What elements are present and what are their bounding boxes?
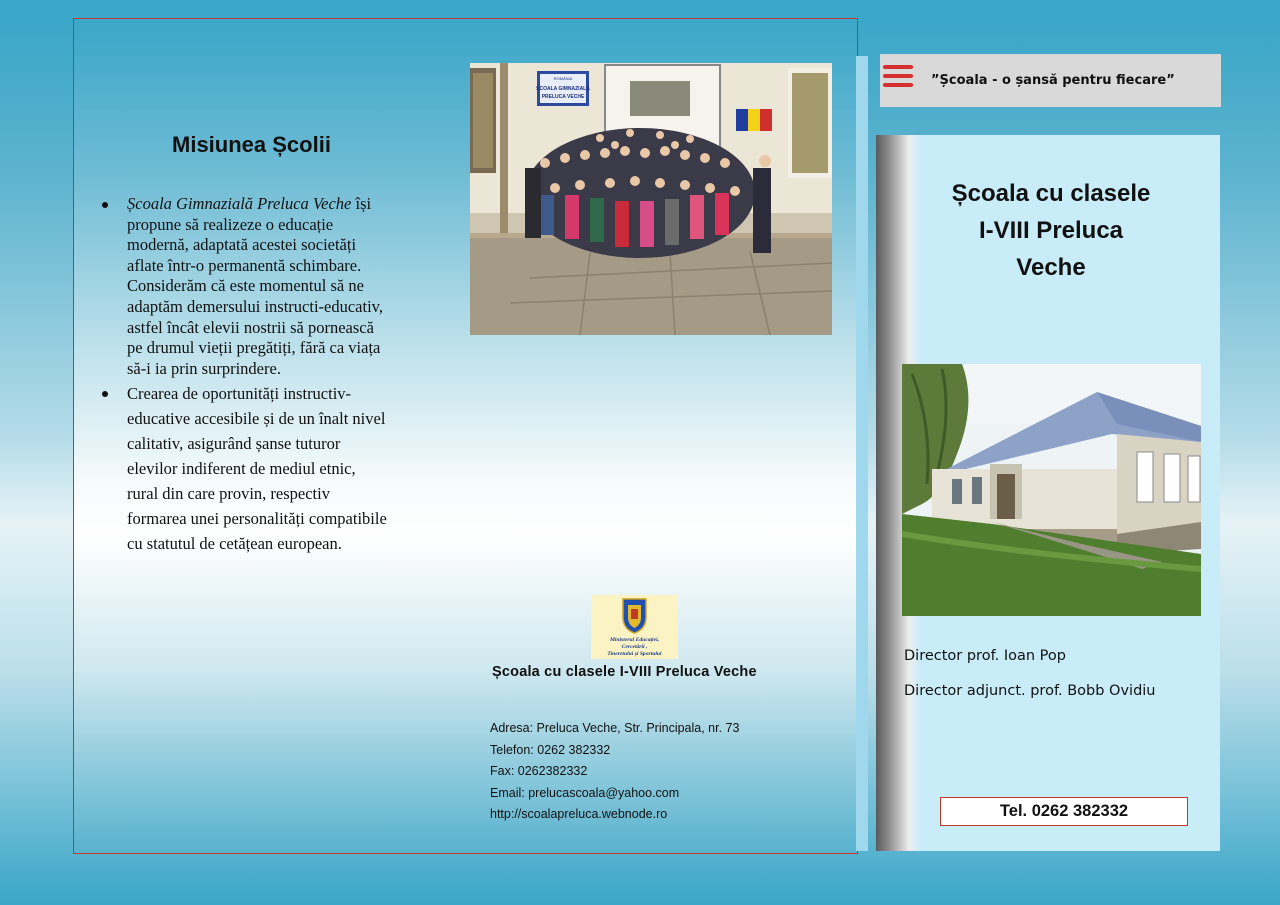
motto-text: ”Școala - o șansă pentru fiecare” [931, 73, 1175, 88]
mission-bullet-2: Crearea de oportunități instructiv-educative accesibile și de un înalt nivel calitativ, asigurând șanse tuturor elevilor indiferent de mediul etnic, rural din care provin, respectiv formarea unei personalități compatibile cu statutul de cetățean european. [100, 381, 390, 556]
motto-bar [880, 54, 1221, 107]
sign-text-3: PRELUCA VECHE [541, 94, 585, 100]
school-building-photo [902, 364, 1201, 616]
ministry-logo-line3: Tineretului și Sportului [607, 651, 662, 657]
contact-address: Adresa: Preluca Veche, Str. Principala, nr. 73 [490, 721, 740, 735]
mission-list [100, 194, 390, 556]
sign-text-2: ȘCOALA GIMNAZIALĂ [536, 86, 590, 92]
back-school-name: Școala cu clasele I-VIII Preluca Veche [492, 664, 757, 680]
contact-fax: Fax: 0262382332 [490, 764, 588, 778]
contact-email[interactable]: Email: prelucascoala@yahoo.com [490, 785, 680, 800]
contact-block [490, 718, 739, 826]
contact-phone: Telefon: 0262 382332 [490, 742, 611, 757]
deputy-director-text: Director adjunct. prof. Bobb Ovidiu [904, 683, 1156, 699]
school-name-italic: Școala Gimnazială Preluca Veche [127, 194, 352, 213]
menu-icon[interactable] [883, 65, 913, 93]
school-group-photo [470, 63, 832, 335]
cover-phone-box: Tel. 0262 382332 [940, 797, 1188, 826]
cover-title-line-2: I-VIII Preluca [978, 217, 1124, 244]
mission-title: Misiunea Școlii [172, 132, 331, 157]
cover-title-line-3: Veche [1016, 254, 1086, 281]
director-text: Director prof. Ioan Pop [904, 648, 1066, 664]
mission-bullet-1-text: își propune să realizeze o educație modernă, adaptată acestei societăți aflate într-o permanentă schimbare. Considerăm că este momentul să ne adaptăm demersului instructi-educativ, astfel încât elevii nostrii să pornească pe drumul vieții pregătiți, fără ca viața să-i ia prin surprindere. [127, 194, 383, 378]
ministry-logo-line1: Ministerul Educației, [609, 637, 660, 643]
cover-title-line-1: Școala cu clasele [951, 180, 1151, 207]
ministry-logo-line2: Cercetării , [621, 644, 648, 650]
contact-website[interactable]: http://scoalapreluca.webnode.ro [490, 807, 668, 821]
mission-bullet-1 [100, 194, 390, 379]
cover-title [916, 175, 1186, 286]
fold-divider [856, 56, 868, 851]
sign-text-1: ROMÂNIA [553, 76, 573, 81]
ministry-logo [591, 595, 678, 659]
